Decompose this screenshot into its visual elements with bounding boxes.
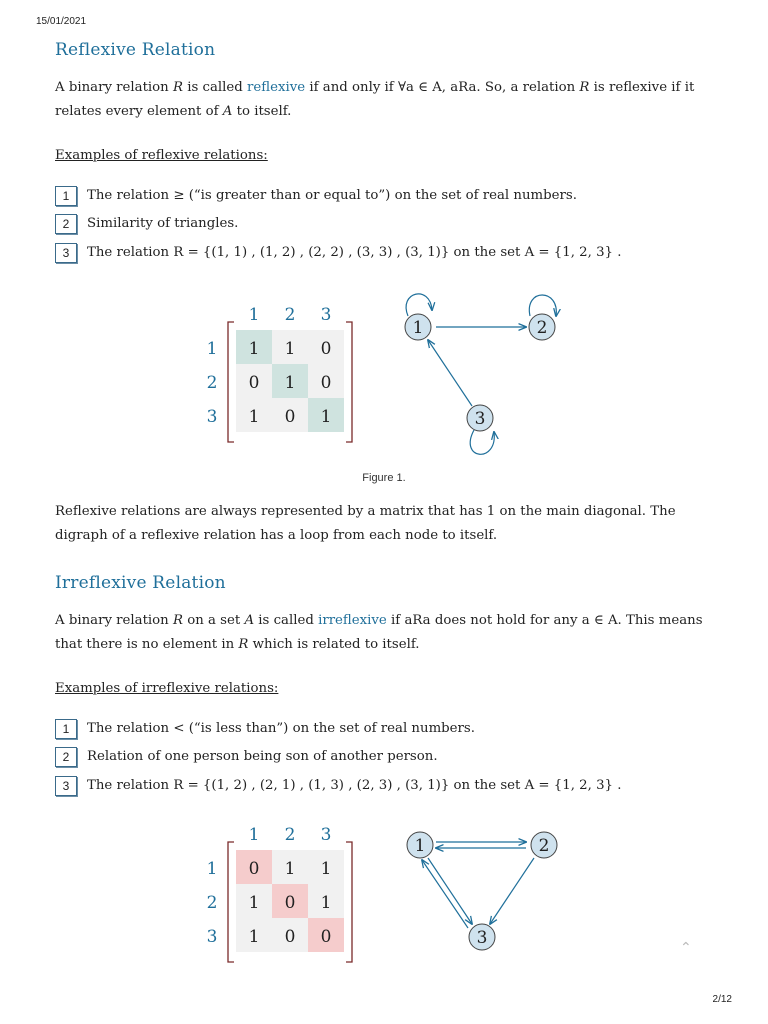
node-label: 1 [414, 836, 426, 856]
reflexive-matrix [190, 296, 370, 446]
matrix-cell: 1 [248, 927, 260, 947]
irreflexive-matrix [190, 816, 370, 966]
figure-caption: Figure 1. [362, 472, 406, 484]
item-number: 2 [55, 214, 77, 234]
list-item [55, 185, 715, 207]
edge-3-1 [422, 860, 468, 928]
matrix-cell: 1 [284, 373, 296, 393]
loop-2 [529, 295, 556, 316]
item-number: 3 [55, 243, 77, 263]
item-text: Similarity of triangles. [87, 216, 239, 231]
item-text: The relation R = {(1, 1) , (1, 2) , (2, 2) , (3, 3) , (3, 1)} on the set A = {1, 2, 3} . [87, 245, 622, 260]
node-label: 3 [476, 928, 488, 948]
item-number: 1 [55, 186, 77, 206]
loop-1 [406, 294, 432, 316]
list-item [55, 746, 715, 768]
reflexive-digraph [390, 280, 580, 465]
matrix-cell: 0 [284, 927, 296, 947]
col-label: 2 [284, 825, 296, 845]
item-text: The relation ≥ (“is greater than or equal to”) on the set of real numbers. [87, 188, 577, 203]
math-a: A [222, 104, 233, 119]
right-bracket [346, 842, 352, 962]
item-number: 1 [55, 719, 77, 739]
node-label: 2 [536, 318, 548, 338]
text: A binary relation [55, 80, 173, 95]
text: Reflexive relations are always represented by a matrix that has [55, 504, 487, 519]
matrix-cell: 0 [248, 859, 260, 879]
item-text: Relation of one person being son of another person. [87, 749, 438, 764]
edge-2-3 [490, 858, 534, 924]
matrix-cell: 1 [284, 859, 296, 879]
reflexive-examples-heading: Examples of reflexive relations: [55, 148, 268, 163]
text: on the main diagonal. The digraph of a reflexive relation has a loop from each node to itself. [55, 504, 676, 543]
matrix-cell: 1 [320, 859, 332, 879]
list-item [55, 718, 715, 740]
col-label: 1 [248, 825, 260, 845]
reflexive-definition [55, 76, 715, 124]
left-bracket [228, 842, 234, 962]
math-a: A [244, 613, 255, 628]
reflexive-heading: Reflexive Relation [55, 40, 216, 60]
text: A binary relation [55, 613, 173, 628]
page-number: 2/12 [712, 994, 732, 1005]
matrix-cell: 1 [320, 407, 332, 427]
loop-3 [470, 430, 494, 454]
irreflexive-link[interactable]: irreflexive [318, 613, 387, 628]
math-r: R [238, 637, 249, 652]
node-label: 3 [474, 409, 486, 429]
matrix-cell: 0 [248, 373, 260, 393]
col-label: 3 [320, 305, 332, 325]
text: which is related to itself. [248, 637, 420, 652]
matrix-cell: 0 [320, 373, 332, 393]
irreflexive-digraph [390, 820, 580, 960]
row-label: 1 [206, 339, 218, 359]
row-label: 1 [206, 859, 218, 879]
matrix-cell: 1 [320, 893, 332, 913]
matrix-cell: 1 [248, 893, 260, 913]
irreflexive-definition [55, 609, 715, 657]
row-label: 3 [206, 927, 218, 947]
node-label: 2 [538, 836, 550, 856]
item-number: 2 [55, 747, 77, 767]
text: on a set [183, 613, 245, 628]
matrix-cell: 0 [320, 339, 332, 359]
list-item [55, 242, 715, 264]
math-r: R [579, 80, 590, 95]
chevron-up-icon[interactable]: ⌃ [680, 940, 692, 956]
item-text: The relation < (“is less than”) on the set of real numbers. [87, 721, 475, 736]
math-one: 1 [486, 504, 496, 519]
matrix-cell: 1 [248, 339, 260, 359]
right-bracket [346, 322, 352, 442]
matrix-cell: 0 [284, 407, 296, 427]
list-item [55, 775, 715, 797]
edge-3-1 [428, 340, 472, 406]
math-r: R [172, 80, 183, 95]
text: is reflexive if it relates every element of [55, 80, 695, 119]
item-number: 3 [55, 776, 77, 796]
math-r: R [172, 613, 183, 628]
text: if and only if ∀a ∈ A, aRa. So, a relation [305, 80, 580, 95]
row-label: 3 [206, 407, 218, 427]
irreflexive-examples-heading: Examples of irreflexive relations: [55, 681, 279, 696]
item-text: The relation R = {(1, 2) , (2, 1) , (1, 3) , (2, 3) , (3, 1)} on the set A = {1, 2, 3} . [87, 778, 622, 793]
row-label: 2 [206, 893, 218, 913]
matrix-cell: 1 [284, 339, 296, 359]
text: is called [183, 80, 248, 95]
col-label: 3 [320, 825, 332, 845]
print-date: 15/01/2021 [36, 16, 87, 27]
matrix-cell: 0 [320, 927, 332, 947]
matrix-cell: 0 [284, 893, 296, 913]
text: if aRa does not hold for any a ∈ A. This means that there is no element in [55, 613, 703, 652]
edge-1-3 [428, 858, 472, 924]
col-label: 2 [284, 305, 296, 325]
list-item [55, 213, 715, 235]
col-label: 1 [248, 305, 260, 325]
text: is called [254, 613, 319, 628]
text: to itself. [232, 104, 292, 119]
reflexive-link[interactable]: reflexive [247, 80, 306, 95]
row-label: 2 [206, 373, 218, 393]
matrix-cell: 1 [248, 407, 260, 427]
irreflexive-heading: Irreflexive Relation [55, 573, 226, 593]
node-label: 1 [412, 318, 424, 338]
left-bracket [228, 322, 234, 442]
reflexive-note [55, 500, 715, 548]
